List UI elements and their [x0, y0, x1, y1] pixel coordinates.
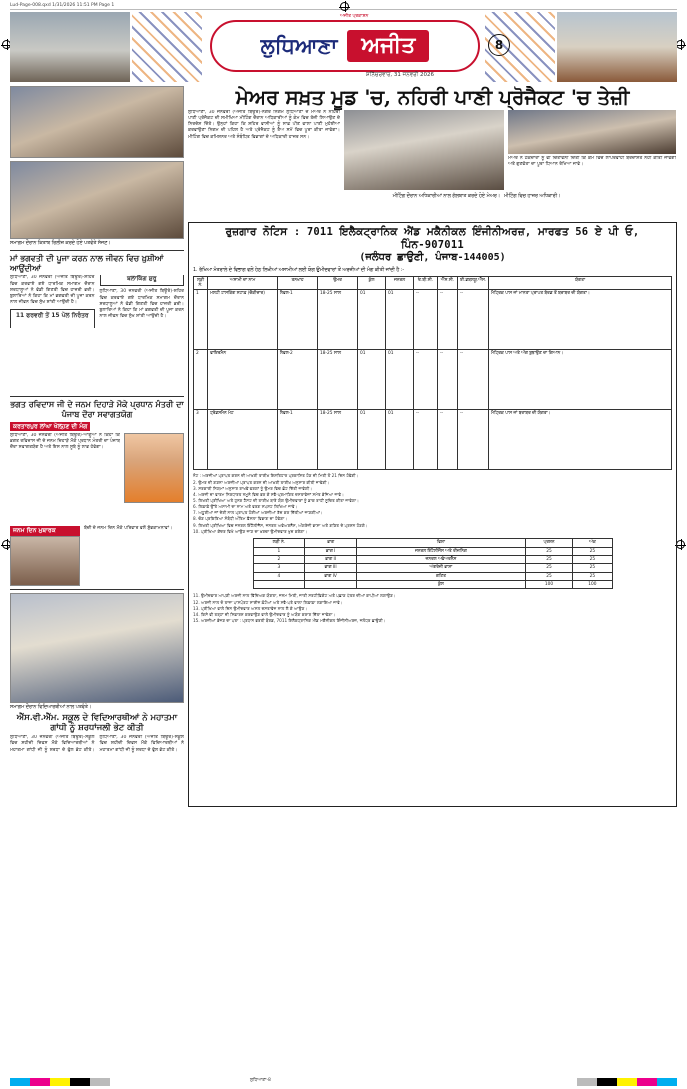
table-cell: 25 [525, 555, 572, 563]
table-row [194, 410, 672, 470]
column-header: ਲੜੀ ਨੰ. [194, 276, 208, 290]
footer-slug: ਲੁਧਿਆਣਾ-8 [250, 1078, 271, 1083]
notice-term: 2. ਉਮਰ ਦੀ ਗਣਨਾ ਅਰਜ਼ੀਆਂ ਪ੍ਰਾਪਤ ਕਰਨ ਦੀ ਆਖ਼ਰੀ ਤਾਰੀਖ਼ ਅਨੁਸਾਰ ਕੀਤੀ ਜਾਵੇਗੀ। [193, 479, 330, 485]
table-cell: -- [438, 410, 458, 470]
table-cell: -- [414, 350, 438, 410]
table-cell: ਫਾਇਰਮੈਨ [208, 350, 278, 410]
table-cell: ਗਣਿਤ [357, 572, 526, 580]
story-body-text: ਲੁਧਿਆਣਾ, 30 ਜਨਵਰੀ (ਅਜੀਤ ਬਿਊਰੋ)-ਸ਼ਹਿਰ ਵਿਚ ਕਰਵਾਏ ਗਏ ਧਾਰਮਿਕ ਸਮਾਗਮ ਦੌਰਾਨ ਸ਼ਰਧਾਲੂਆਂ ਨੇ ਵੱਡੀ ਗਿਣਤੀ ਵਿਚ ਹਾਜ਼ਰੀ ਭਰੀ। ਬੁਲਾਰਿਆਂ ਨੇ ਕਿਹਾ ਕਿ ਮਾਂ ਭਗਵਤੀ ਦੀ ਪੂਜਾ ਕਰਨ ਨਾਲ ਜੀਵਨ ਵਿਚ ਸੁੱਖ ਸ਼ਾਂਤੀ ਆਉਂਦੀ ਹੈ। [99, 289, 184, 320]
table-cell: 25 [525, 564, 572, 572]
table-cell: 01 [386, 350, 414, 410]
table-cell: ਮਲਟੀ ਟਾਸਕਿੰਗ ਸਟਾਫ਼ (ਚੌਕੀਦਾਰ) [208, 290, 278, 350]
notice-term: 13. ਪ੍ਰੀਖਿਆ ਵਾਲੇ ਦਿਨ ਉਮੀਦਵਾਰ ਅਸਲ ਦਸਤਾਵੇਜ਼ ਨਾਲ ਲੈ ਕੇ ਆਉਣ। [193, 605, 308, 611]
story-body-text: ਲੁਧਿਆਣਾ, 30 ਜਨਵਰੀ (ਅਜੀਤ ਬਿਊਰੋ)-ਸਕੂਲ ਵਿਚ ਸ਼ਹੀਦੀ ਦਿਵਸ ਮੌਕੇ ਵਿਦਿਆਰਥੀਆਂ ਨੇ ਮਹਾਤਮਾ ਗਾਂਧੀ ਜੀ ਨੂੰ ਸ਼ਰਧਾ ਦੇ ਫੁੱਲ ਭੇਟ ਕੀਤੇ। [10, 735, 95, 753]
banner-headline: ਮੇਅਰ ਸਖ਼ਤ ਮੂਡ 'ਚ, ਨਹਿਰੀ ਪਾਣੀ ਪ੍ਰੋਜੈਕਟ 'ਚ ਤੇਜ਼ੀ [235, 86, 630, 109]
table-cell: 25 [573, 564, 612, 572]
notice-term: 9. ਲਿਖਤੀ ਪ੍ਰੀਖਿਆ ਵਿਚ ਜਨਰਲ ਇੰਟੈਲੀਜੈਂਸ, ਜਨਰਲ ਅਵੇਅਰਨੈੱਸ, ਅੰਗਰੇਜ਼ੀ ਭਾਸ਼ਾ ਅਤੇ ਗਣਿਤ ਦੇ ਪ੍ਰਸ਼ਨ ਹੋਣਗੇ। [193, 522, 368, 528]
story-tag-wrapper [10, 422, 184, 432]
notice-term: 10. ਪ੍ਰੀਖਿਆ ਕੇਂਦਰ ਵਿਖੇ ਆਉਣ ਜਾਣ ਦਾ ਖ਼ਰਚਾ ਉਮੀਦਵਾਰ ਖੁਦ ਕਰੇਗਾ। [193, 528, 308, 534]
table-cell: ਲੈਵਲ-2 [278, 350, 318, 410]
notice-term: 6. ਲਿਫ਼ਾਫ਼ੇ ਉੱਤੇ ਅਸਾਮੀ ਦਾ ਨਾਮ ਅਤੇ ਵਰਗ ਸਪਸ਼ਟ ਲਿਖਿਆ ਜਾਵੇ। [193, 504, 298, 510]
page-number: 8 [488, 34, 510, 56]
notice-term: 11. ਉਮੀਦਵਾਰ ਆਪਣੀ ਅਰਜ਼ੀ ਨਾਲ ਵਿੱਦਿਅਕ ਯੋਗਤਾ, ਜਨਮ ਮਿਤੀ, ਜਾਤੀ ਸਰਟੀਫ਼ਿਕੇਟ ਅਤੇ ਪਛਾਣ ਪੱਤਰ ਦੀਆਂ ਕਾਪੀਆਂ ਲਗਾਉਣ। [193, 593, 396, 599]
masthead-paper-name: ਅਜੀਤ [347, 30, 429, 62]
photo-caption: ਸਮਾਗਮ ਦੌਰਾਨ ਕਿਤਾਬ ਰਿਲੀਜ਼ ਕਰਦੇ ਹੋਏ ਪਤਵੰਤੇ ਸੱਜਣ। [10, 241, 111, 246]
table-cell: 100 [525, 581, 572, 589]
table-cell: 01 [358, 410, 386, 470]
table-cell: 3 [253, 564, 305, 572]
table-cell: 4 [253, 572, 305, 580]
registration-mark-icon [676, 40, 685, 49]
column-header: ਓ.ਬੀ.ਸੀ. [414, 276, 438, 290]
notice-subtitle: (ਜਲੰਧਰ ਛਾਉਣੀ, ਪੰਜਾਬ-144005) [359, 252, 506, 264]
table-cell [305, 581, 357, 589]
story-callout: 11 ਫਰਵਰੀ ਤੋਂ 15 ਪੋਲ ਨਿਰੰਤਰ ਬਲਾਕਿੰਗ ਸ਼ੁਰੂ [10, 275, 184, 328]
table-cell: ਭਾਗ IV [305, 572, 357, 580]
birthday-tag: ਜਨਮ ਦਿਨ ਮੁਬਾਰਕ [10, 526, 80, 536]
table-cell: ਕੁੱਲ [357, 581, 526, 589]
notice-term: 15. ਅਰਜ਼ੀਆਂ ਭੇਜਣ ਦਾ ਪਤਾ : ਪ੍ਰਧਾਨ ਭਰਤੀ ਬੋਰਡ, 7011 ਇਲੈਕਟ੍ਰਾਨਿਕ ਐਂਡ ਮਕੈਨੀਕਲ ਇੰਜੀਨੀਅਰਜ਼, ਜਲੰਧਰ ਛਾਉਣੀ। [193, 617, 386, 623]
story-body: ਲੁਧਿਆਣਾ, 30 ਜਨਵਰੀ (ਅਜੀਤ ਬਿਊਰੋ)-ਆਗੂਆਂ ਨੇ ਕਿਹਾ ਕਿ ਭਗਤ ਰਵਿਦਾਸ ਜੀ ਦੇ ਜਨਮ ਦਿਹਾੜੇ ਮੌਕੇ ਪ੍ਰਧਾਨ ਮੰਤਰੀ ਦਾ ਪੰਜਾਬ ਦੌਰਾ ਸਵਾਗਤਯੋਗ ਹੈ ਅਤੇ ਇਸ ਨਾਲ ਸੂਬੇ ਨੂੰ ਲਾਭ ਹੋਵੇਗਾ। [10, 433, 120, 451]
lead-story-text: ਲੁਧਿਆਣਾ, 30 ਜਨਵਰੀ (ਅਜੀਤ ਬਿਊਰੋ)-ਨਗਰ ਨਿਗਮ ਲੁਧਿਆਣਾ ਦੇ ਮੇਅਰ ਨੇ ਨਹਿਰੀ ਪਾਣੀ ਪ੍ਰੋਜੈਕਟ ਦੀ ਸਮੀਖਿਆ ਮੀਟਿੰਗ ਦੌਰਾਨ ਅਧਿਕਾਰੀਆਂ ਨੂੰ ਕੰਮ ਵਿਚ ਤੇਜ਼ੀ ਲਿਆਉਣ ਦੇ ਨਿਰਦੇਸ਼ ਦਿੱਤੇ। ਉਨ੍ਹਾਂ ਕਿਹਾ ਕਿ ਸ਼ਹਿਰ ਵਾਸੀਆਂ ਨੂੰ ਸਾਫ਼ ਪੀਣ ਵਾਲਾ ਪਾਣੀ ਮੁਹੱਈਆ ਕਰਵਾਉਣਾ ਨਿਗਮ ਦੀ ਪਹਿਲ ਹੈ ਅਤੇ ਪ੍ਰੋਜੈਕਟ ਨੂੰ ਤੈਅ ਸਮੇਂ ਵਿਚ ਪੂਰਾ ਕੀਤਾ ਜਾਵੇਗਾ। ਮੀਟਿੰਗ ਵਿਚ ਕਮਿਸ਼ਨਰ ਅਤੇ ਸੰਬੰਧਿਤ ਵਿਭਾਗਾਂ ਦੇ ਅਧਿਕਾਰੀ ਹਾਜ਼ਰ ਸਨ। [188, 110, 340, 140]
column-header: ਭਾਗ [305, 539, 357, 547]
table-row [194, 350, 672, 410]
table-cell: ਮੈਟ੍ਰਿਕ ਪਾਸ ਅਤੇ ਅੱਗ ਬੁਝਾਉਣ ਦਾ ਗਿਆਨ। [489, 350, 672, 410]
table-cell: 18-25 ਸਾਲ [318, 290, 358, 350]
notice-intro: 1. ਰੱਖਿਆ ਮੰਤਰਾਲੇ ਦੇ ਵਿਭਾਗ ਵਲੋਂ ਹੇਠ ਲਿਖੀਆਂ ਅਸਾਮੀਆਂ ਲਈ ਯੋਗ ਉਮੀਦਵਾਰਾਂ ਤੋਂ ਅਰਜ਼ੀਆਂ ਦੀ ਮੰਗ ਕੀਤੀ ਜਾਂਦੀ ਹੈ :- [193, 267, 405, 273]
table-cell: 01 [386, 290, 414, 350]
notice-footer-terms [193, 593, 672, 803]
masthead-city: ਲੁਧਿਆਣਾ [260, 32, 338, 58]
table-cell: -- [438, 350, 458, 410]
column-header: ਯੋਗਤਾ [489, 276, 672, 290]
table-cell: 3 [194, 410, 208, 470]
story-body-text: ਲੁਧਿਆਣਾ, 30 ਜਨਵਰੀ (ਅਜੀਤ ਬਿਊਰੋ)-ਸ਼ਹਿਰ ਵਿਚ ਕਰਵਾਏ ਗਏ ਧਾਰਮਿਕ ਸਮਾਗਮ ਦੌਰਾਨ ਸ਼ਰਧਾਲੂਆਂ ਨੇ ਵੱਡੀ ਗਿਣਤੀ ਵਿਚ ਹਾਜ਼ਰੀ ਭਰੀ। ਬੁਲਾਰਿਆਂ ਨੇ ਕਿਹਾ ਕਿ ਮਾਂ ਭਗਵਤੀ ਦੀ ਪੂਜਾ ਕਰਨ ਨਾਲ ਜੀਵਨ ਵਿਚ ਸੁੱਖ ਸ਼ਾਂਤੀ ਆਉਂਦੀ ਹੈ। [10, 275, 95, 305]
notice-term: 4. ਅਰਜ਼ੀ ਦਾ ਫਾਰਮ ਨਿਰਧਾਰਤ ਨਮੂਨੇ ਵਿਚ ਭਰ ਕੇ ਸਵੈ-ਪ੍ਰਮਾਣਿਤ ਦਸਤਾਵੇਜ਼ਾਂ ਸਮੇਤ ਭੇਜਿਆ ਜਾਵੇ। [193, 491, 344, 497]
registration-mark-icon [676, 540, 685, 549]
masthead-logo [210, 20, 480, 72]
table-cell: 18-25 ਸਾਲ [318, 350, 358, 410]
table-cell: -- [458, 410, 489, 470]
photo-caption: ਮੀਟਿੰਗ ਵਿਚ ਹਾਜ਼ਰ ਅਧਿਕਾਰੀ। [504, 194, 561, 199]
birthday-block [10, 526, 184, 586]
news-photo-book-release [10, 86, 184, 158]
table-cell: 1 [253, 547, 305, 555]
story-tag: ਕਰਤਾਰਪੁਰ ਲਾਂਘਾ ਖੋਲ੍ਹਣ ਦੀ ਮੰਗ [10, 422, 90, 432]
table-cell: ਜਨਰਲ ਅਵੇਅਰਨੈੱਸ [357, 555, 526, 563]
table-header-row [253, 539, 612, 547]
table-cell: ਭਾਗ II [305, 555, 357, 563]
story-headline: ਐੱਸ.ਵੀ.ਐੱਮ. ਸਕੂਲ ਦੇ ਵਿਦਿਆਰਥੀਆਂ ਨੇ ਮਹਾਤਮਾ ਗਾਂਧੀ ਨੂੰ ਸ਼ਰਧਾਂਜਲੀ ਭੇਟ ਕੀਤੀ [16, 712, 178, 734]
lead-captions [188, 192, 677, 202]
exam-pattern-table [253, 538, 613, 589]
news-photo-felicitation [10, 161, 184, 239]
lead-photo-wrapper [344, 110, 504, 190]
table-row [253, 581, 612, 589]
table-cell: 100 [573, 581, 612, 589]
table-cell: 2 [194, 350, 208, 410]
notice-term: ਨੋਟ : ਅਰਜ਼ੀਆਂ ਪ੍ਰਾਪਤ ਕਰਨ ਦੀ ਆਖ਼ਰੀ ਤਾਰੀਖ਼ ਇਸ਼ਤਿਹਾਰ ਪ੍ਰਕਾਸ਼ਿਤ ਹੋਣ ਦੀ ਮਿਤੀ ਤੋਂ 21 ਦਿਨ ਹੋਵੇਗੀ। [193, 473, 359, 479]
table-cell: ਲੈਵਲ-1 [278, 290, 318, 350]
table-cell: -- [458, 290, 489, 350]
table-cell: -- [414, 290, 438, 350]
column-header: ਲੜੀ ਨੰ. [253, 539, 305, 547]
person-portrait [124, 433, 184, 503]
table-row [253, 555, 612, 563]
table-row [194, 290, 672, 350]
story-body-text: ਲੁਧਿਆਣਾ, 30 ਜਨਵਰੀ (ਅਜੀਤ ਬਿਊਰੋ)-ਸਕੂਲ ਵਿਚ ਸ਼ਹੀਦੀ ਦਿਵਸ ਮੌਕੇ ਵਿਦਿਆਰਥੀਆਂ ਨੇ ਮਹਾਤਮਾ ਗਾਂਧੀ ਜੀ ਨੂੰ ਸ਼ਰਧਾ ਦੇ ਫੁੱਲ ਭੇਟ ਕੀਤੇ। [99, 735, 184, 753]
lead-story-text-column [188, 110, 340, 190]
table-cell: -- [414, 410, 438, 470]
table-cell: 1 [194, 290, 208, 350]
table-cell: 25 [573, 555, 612, 563]
column-header: ਈ.ਡਬਲਯੂ.ਐੱਸ. [458, 276, 489, 290]
column-header: ਤਨਖਾਹ [278, 276, 318, 290]
print-color-bar [577, 1078, 677, 1086]
divider [10, 250, 184, 251]
lead-story-side-text: ਮੇਅਰ ਨੇ ਠੇਕੇਦਾਰਾਂ ਨੂੰ ਵੀ ਚਿਤਾਵਨੀ ਦਿੱਤੀ ਕਿ ਕੰਮ ਵਿਚ ਲਾਪਰਵਾਹੀ ਬਰਦਾਸ਼ਤ ਨਹੀਂ ਕੀਤੀ ਜਾਵੇਗੀ ਅਤੇ ਗੁਣਵੱਤਾ ਦਾ ਪੂਰਾ ਧਿਆਨ ਰੱਖਿਆ ਜਾਵੇ। [508, 156, 676, 168]
vacancy-table [193, 276, 672, 471]
table-cell: 25 [525, 572, 572, 580]
table-cell: -- [438, 290, 458, 350]
photo-caption: ਮੀਟਿੰਗ ਦੌਰਾਨ ਅਧਿਕਾਰੀਆਂ ਨਾਲ ਗੱਲਬਾਤ ਕਰਦੇ ਹੋਏ ਮੇਅਰ। [392, 194, 500, 199]
registration-mark-icon [340, 2, 349, 11]
story-body [10, 735, 184, 805]
story-body [10, 275, 184, 393]
table-cell: 01 [386, 410, 414, 470]
table-cell: 25 [573, 572, 612, 580]
lead-story [188, 86, 677, 202]
table-row [253, 572, 612, 580]
table-header-row [194, 276, 672, 290]
notice-terms [193, 473, 672, 534]
column-header: ਅਸਾਮੀ ਦਾ ਨਾਮ [208, 276, 278, 290]
story-headline: ਭਗਤ ਰਵਿਦਾਸ ਜੀ ਦੇ ਜਨਮ ਦਿਹਾੜੇ ਮੌਕੇ ਪ੍ਰਧਾਨ ਮੰਤਰੀ ਦਾ ਪੰਜਾਬ ਦੌਰਾ ਸਵਾਗਤਯੋਗ [10, 399, 184, 420]
masthead-date: ਸ਼ਨਿੱਚਰਵਾਰ, 31 ਜਨਵਰੀ 2026 [366, 72, 434, 78]
story-headline: ਮਾਂ ਭਗਵਤੀ ਦੀ ਪੂਜਾ ਕਰਨ ਨਾਲ ਜੀਵਨ ਵਿਚ ਖ਼ੁਸ਼ੀਆਂ ਆਉਂਦੀਆਂ [10, 253, 164, 273]
table-cell: 25 [525, 547, 572, 555]
masthead-photo-right [557, 12, 677, 82]
table-cell: 01 [358, 290, 386, 350]
story-block [10, 433, 184, 523]
table-cell: 25 [573, 547, 612, 555]
masthead-tagline: ਅਜੀਤ ਪ੍ਰਕਾਸ਼ਨ [340, 14, 369, 19]
masthead [10, 12, 677, 82]
birthday-wrapper [10, 526, 80, 586]
employment-notice [188, 222, 677, 807]
column-header: ਉਮਰ [318, 276, 358, 290]
table-cell: ਮੈਟ੍ਰਿਕ ਪਾਸ ਜਾਂ ਬਰਾਬਰ ਦੀ ਯੋਗਤਾ। [489, 410, 672, 470]
divider [10, 589, 184, 590]
print-color-bar [10, 1078, 110, 1086]
photo-caption: ਸਮਾਗਮ ਦੌਰਾਨ ਵਿਦਿਆਰਥੀਆਂ ਨਾਲ ਪਤਵੰਤੇ। [10, 704, 92, 710]
column-header: ਕੁੱਲ [358, 276, 386, 290]
table-cell: 01 [358, 350, 386, 410]
table-cell: ਮੈਟ੍ਰਿਕ ਪਾਸ ਜਾਂ ਮਾਨਤਾ ਪ੍ਰਾਪਤ ਬੋਰਡ ਤੋਂ ਬਰਾਬਰ ਦੀ ਯੋਗਤਾ। [489, 290, 672, 350]
table-cell [253, 581, 305, 589]
table-cell: ਭਾਗ I [305, 547, 357, 555]
table-cell: ਅੰਗਰੇਜ਼ੀ ਭਾਸ਼ਾ [357, 564, 526, 572]
column-header: ਵਿਸ਼ਾ [357, 539, 526, 547]
column-header: ਅੰਕ [573, 539, 612, 547]
divider [10, 396, 184, 397]
column-header: ਪ੍ਰਸ਼ਨ [525, 539, 572, 547]
table-cell: -- [458, 350, 489, 410]
masthead-photo-left [10, 12, 130, 82]
lead-story-body [188, 110, 677, 190]
notice-term: 5. ਲਿਖਤੀ ਪ੍ਰੀਖਿਆ ਅਤੇ ਹੁਨਰ ਟੈਸਟ ਦੀ ਤਾਰੀਖ਼ ਬਾਰੇ ਯੋਗ ਉਮੀਦਵਾਰਾਂ ਨੂੰ ਡਾਕ ਰਾਹੀਂ ਸੂਚਿਤ ਕੀਤਾ ਜਾਵੇਗਾ। [193, 498, 359, 504]
table-row [253, 564, 612, 572]
lead-story-side-photo [508, 110, 676, 154]
table-cell: 2 [253, 555, 305, 563]
notice-term: 8. ਚੋਣ ਪ੍ਰਕਿਰਿਆ ਸੰਬੰਧੀ ਅੰਤਿਮ ਫ਼ੈਸਲਾ ਵਿਭਾਗ ਦਾ ਹੋਵੇਗਾ। [193, 516, 288, 522]
birthday-photo [10, 536, 80, 586]
notice-term: 14. ਕਿਸੇ ਵੀ ਤਰ੍ਹਾਂ ਦੀ ਸਿਫ਼ਾਰਸ਼ ਕਰਵਾਉਣ ਵਾਲੇ ਉਮੀਦਵਾਰ ਨੂੰ ਅਯੋਗ ਕਰਾਰ ਦਿੱਤਾ ਜਾਵੇਗਾ। [193, 611, 336, 617]
table-cell: ਜਨਰਲ ਇੰਟੈਲੀਜੈਂਸ ਅਤੇ ਰੀਜ਼ਨਿੰਗ [357, 547, 526, 555]
notice-title: ਰੁਜ਼ਗਾਰ ਨੋਟਿਸ : 7011 ਇਲੈਕਟ੍ਰਾਨਿਕ ਐਂਡ ਮਕੈਨੀਕਲ ਇੰਜੀਨੀਅਰਜ਼, ਮਾਰਫਤ 56 ਏ ਪੀ ਓ, ਪਿੰਨ-907011 [225, 226, 640, 252]
notice-term: 7. ਅਧੂਰੀਆਂ ਜਾਂ ਦੇਰੀ ਨਾਲ ਪ੍ਰਾਪਤ ਹੋਈਆਂ ਅਰਜ਼ੀਆਂ ਰੱਦ ਕਰ ਦਿੱਤੀਆਂ ਜਾਣਗੀਆਂ। [193, 510, 323, 516]
table-row [253, 547, 612, 555]
table-cell: ਭਾਗ III [305, 564, 357, 572]
notice-term: 3. ਸਰਕਾਰੀ ਨਿਯਮਾਂ ਅਨੁਸਾਰ ਰਾਖਵੇਂ ਵਰਗਾਂ ਨੂੰ ਉਮਰ ਵਿਚ ਛੋਟ ਦਿੱਤੀ ਜਾਵੇਗੀ। [193, 485, 313, 491]
lead-story-photo [344, 110, 504, 190]
table-cell: 18-25 ਸਾਲ [318, 410, 358, 470]
left-column [10, 86, 184, 805]
notice-term: 12. ਅਰਜ਼ੀ ਨਾਲ ਦੋ ਤਾਜ਼ਾ ਪਾਸਪੋਰਟ ਸਾਈਜ਼ ਫ਼ੋਟੋਆਂ ਅਤੇ ਸਵੈ-ਪਤੇ ਵਾਲਾ ਲਿਫ਼ਾਫ਼ਾ ਲਗਾਇਆ ਜਾਵੇ। [193, 599, 343, 605]
lead-story-side [508, 110, 676, 190]
news-photo-students [10, 593, 184, 703]
table-cell: ਲੈਵਲ-1 [278, 410, 318, 470]
column-header: ਐੱਸ.ਸੀ. [438, 276, 458, 290]
column-header: ਜਨਰਲ [386, 276, 414, 290]
table-cell: ਟ੍ਰੇਡਸਮੈਨ ਮੇਟ [208, 410, 278, 470]
print-slug-text: Lud-Page-008.qxd 1/31/2026 11:51 PM Page 1 [10, 2, 115, 8]
masthead-pattern [132, 12, 202, 82]
birthday-text: ਬੱਚੀ ਦੇ ਜਨਮ ਦਿਨ ਮੌਕੇ ਪਰਿਵਾਰ ਵਲੋਂ ਸ਼ੁੱਭਕਾਮਨਾਵਾਂ। [84, 526, 173, 532]
